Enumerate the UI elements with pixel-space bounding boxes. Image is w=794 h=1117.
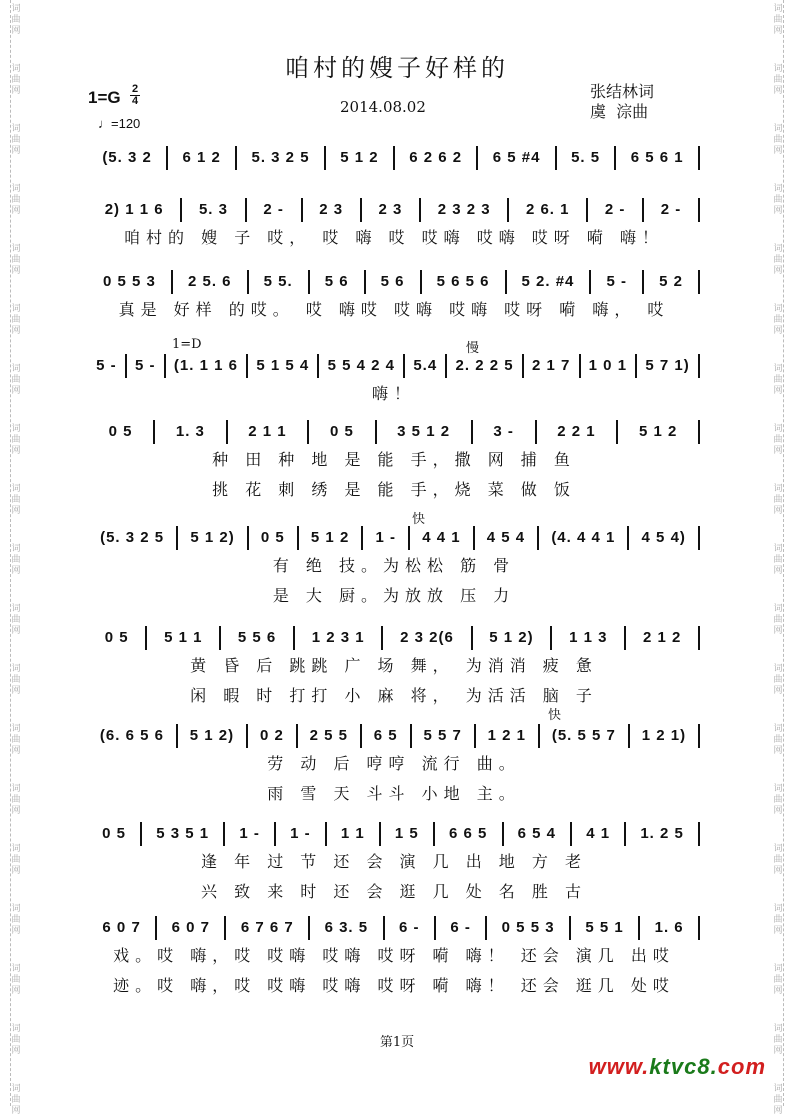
measure: 0 5: [108, 423, 133, 440]
bar-line: [698, 270, 700, 294]
lyric-line: 有 绝 技。为松松 筋 骨: [272, 556, 516, 575]
side-watermark-text: 词 曲 网: [773, 64, 783, 96]
side-watermark-text: 词 曲 网: [11, 424, 21, 456]
side-watermark-text: 词 曲 网: [11, 964, 21, 996]
measure: 3 5 1 2: [397, 423, 451, 440]
measure: 1 1: [340, 825, 365, 842]
lyric-line: 种 田 种 地 是 能 手，撒 网 捕 鱼: [212, 450, 576, 469]
side-watermark-text: 词 曲 网: [773, 544, 783, 576]
measure: 4 4 1: [422, 529, 461, 546]
measure: 2 5 5: [309, 727, 348, 744]
lyric-line: 雨 雪 天 斗斗 小地 主。: [267, 784, 521, 803]
measure: (4. 4 4 1: [551, 529, 616, 546]
measure: 1 2 1: [487, 727, 527, 744]
measure: 6 6 5: [449, 825, 488, 842]
measure: 0 2: [259, 727, 284, 744]
measure: 1 0 1: [588, 357, 628, 374]
measure: 4 5 4): [641, 529, 686, 546]
measure: 6 1 2: [182, 149, 221, 166]
side-watermark-text: 词 曲 网: [773, 604, 783, 636]
bar-line: [698, 146, 700, 170]
bar-line: [698, 354, 700, 378]
side-watermark-text: 词 曲 网: [11, 904, 21, 936]
measure: 6 5: [373, 727, 398, 744]
measure: 5 1 2: [638, 423, 678, 440]
key-signature: 1=G: [88, 88, 121, 107]
bar-line: [698, 724, 700, 748]
measure: 5 1 5 4: [256, 357, 310, 374]
side-watermark-text: 词 曲 网: [773, 724, 783, 756]
measure: 1. 6: [654, 919, 684, 936]
lyric-line: 黄 昏 后 跳跳 广 场 舞， 为消消 疲 惫: [190, 656, 598, 675]
measure: 6 0 7: [171, 919, 211, 936]
measure: 2 6. 1: [525, 201, 570, 218]
left-watermark-strip: [10, 0, 23, 1116]
measure: 2 1 2: [642, 629, 682, 646]
measure: (5. 3 2: [102, 149, 152, 166]
fast-annotation-1: 快: [412, 512, 426, 527]
side-watermark-text: 词 曲 网: [11, 544, 21, 576]
lyricist-credit: 张结林词: [590, 82, 655, 101]
measure: 1 5: [394, 825, 419, 842]
side-watermark-text: 词 曲 网: [773, 484, 783, 516]
measure: 2. 2 2 5: [455, 357, 514, 374]
bar-line: [698, 198, 700, 222]
lyric-line: 咱村的 嫂 子 哎， 哎 嗨 哎 哎嗨 哎嗨 哎呀 嗬 嗨！: [124, 228, 664, 247]
lyric-line: 逢 年 过 节 还 会 演 几 出 地 方 老: [201, 852, 587, 871]
side-watermark-text: 词 曲 网: [11, 1084, 21, 1116]
measure: 1. 3: [175, 423, 205, 440]
lyric-line: 闲 暇 时 打打 小 麻 将， 为活活 脑 子: [190, 686, 598, 705]
measure: 5 1 2): [189, 727, 235, 744]
measure: 1. 2 5: [640, 825, 684, 842]
measure: 6 0 7: [102, 919, 141, 936]
site-logo: www.ktvc8.com: [588, 1054, 766, 1079]
measure: 0 5: [102, 825, 126, 842]
side-watermark-text: 词 曲 网: [773, 4, 783, 36]
side-watermark-text: 词 曲 网: [11, 304, 21, 336]
notation-row: [88, 820, 700, 848]
measure: (6. 6 5 6: [99, 727, 164, 744]
measure: 5 1 2): [489, 629, 534, 646]
page-number: 第1页: [379, 1035, 415, 1050]
side-watermark-text: 词 曲 网: [773, 1084, 783, 1116]
measure: 2 3 2 3: [437, 201, 491, 218]
side-watermark-text: 词 曲 网: [773, 904, 783, 936]
side-watermark-text: 词 曲 网: [773, 964, 783, 996]
measure: 6 3. 5: [324, 919, 369, 936]
lyric-line: 真是 好样 的哎。 哎 嗨哎 哎嗨 哎嗨 哎呀 嗬 嗨， 哎: [118, 300, 670, 319]
measure: 5 5.: [263, 273, 293, 290]
measure: 5 5 4 2 4: [327, 357, 395, 374]
measure: 2 5. 6: [187, 273, 232, 290]
measure: 6 5 #4: [492, 149, 541, 166]
lyric-line: 兴 致 来 时 还 会 逛 几 处 名 胜 古: [201, 882, 587, 901]
measure: 1 2 1): [641, 727, 687, 744]
side-watermark-text: 词 曲 网: [11, 784, 21, 816]
side-watermark-text: 词 曲 网: [11, 124, 21, 156]
measure: 5 2. #4: [521, 273, 575, 290]
lyric-line: 是 大 厨。为放放 压 力: [272, 586, 516, 605]
time-signature-bottom: 4: [131, 95, 139, 107]
measure: 5 1 1: [164, 629, 203, 646]
measure: (1. 1 1 6: [173, 357, 238, 374]
measure: 0 5: [329, 423, 354, 440]
measure: 0 5 5 3: [103, 273, 156, 290]
measure: 5 6: [380, 273, 405, 290]
measure: 1 -: [375, 529, 396, 546]
measure: 5 1 2: [310, 529, 350, 546]
measure: 2 -: [604, 201, 626, 218]
measure: 5.4: [413, 357, 438, 374]
side-watermark-text: 词 曲 网: [773, 784, 783, 816]
side-watermark-text: 词 曲 网: [11, 664, 21, 696]
measure: 6 2 6 2: [409, 149, 463, 166]
measure: 5 -: [135, 357, 156, 374]
song-title: 咱村的嫂子好样的: [285, 54, 509, 82]
measure: 2 3 2(6: [400, 629, 454, 646]
measure: 4 5 4: [486, 529, 526, 546]
measure: 5 7 1): [645, 357, 690, 374]
side-watermark-text: 词 曲 网: [11, 724, 21, 756]
measure: 5 6 5 6: [436, 273, 490, 290]
notation-row: [88, 524, 700, 552]
side-watermark-text: 词 曲 网: [773, 124, 783, 156]
side-watermark-text: 词 曲 网: [773, 304, 783, 336]
credits: [590, 82, 654, 122]
measure: 2) 1 1 6: [104, 201, 164, 218]
side-watermark-text: 词 曲 网: [11, 364, 21, 396]
measure: 5 -: [96, 357, 117, 374]
lyric-line: 嗨！: [371, 384, 416, 403]
measure: 6 -: [450, 919, 471, 936]
measure: 5 1 2): [190, 529, 235, 546]
measure: 5 5 6: [237, 629, 277, 646]
measure: 5 2: [659, 273, 683, 290]
side-watermark-text: 词 曲 网: [11, 64, 21, 96]
side-watermark-text: 词 曲 网: [11, 604, 21, 636]
measure: 5 5 7: [423, 727, 462, 744]
bar-line: [698, 916, 700, 940]
measure: 3 -: [493, 423, 514, 440]
measure: 5 3 5 1: [156, 825, 210, 842]
measure: 6 5 6 1: [630, 149, 684, 166]
measure: 2 -: [263, 201, 284, 218]
measure: 6 7 6 7: [240, 919, 294, 936]
lyric-line: 迹。哎 嗨，哎 哎嗨 哎嗨 哎呀 嗬 嗨！ 还会 逛几 处哎: [113, 976, 675, 995]
measure: 1 1 3: [569, 629, 608, 646]
side-watermark-text: 词 曲 网: [773, 664, 783, 696]
measure: 5 5 1: [585, 919, 624, 936]
measure: 4 1: [586, 825, 611, 842]
side-watermark-text: 词 曲 网: [773, 844, 783, 876]
bar-line: [698, 626, 700, 650]
measure: 5 1 2: [340, 149, 379, 166]
measure: 6 -: [398, 919, 420, 936]
measure: 5 6: [324, 273, 349, 290]
measure: 2 1 1: [248, 423, 287, 440]
bar-line: [698, 526, 700, 550]
measure: 0 5: [260, 529, 285, 546]
side-watermark-text: 词 曲 网: [773, 1024, 783, 1056]
tempo-marking: ♩=120: [98, 116, 141, 131]
measure: 5. 3: [198, 201, 228, 218]
key-change-annotation: 1=D: [172, 337, 202, 352]
side-watermark-text: 词 曲 网: [773, 424, 783, 456]
measure: 2 2 1: [557, 423, 596, 440]
side-watermark-text: 词 曲 网: [773, 244, 783, 276]
side-watermark-text: 词 曲 网: [11, 1024, 21, 1056]
measure: 5. 5: [571, 149, 601, 166]
side-watermark-text: 词 曲 网: [11, 244, 21, 276]
lyric-line: 劳 动 后 哼哼 流行 曲。: [267, 754, 521, 773]
measure: (5. 3 2 5: [100, 529, 165, 546]
notation-row: [88, 418, 700, 446]
measure: 6 5 4: [517, 825, 556, 842]
measure: 1 2 3 1: [311, 629, 365, 646]
composer-credit: 虞 淙曲: [590, 102, 649, 121]
side-watermark-text: 词 曲 网: [11, 184, 21, 216]
measure: 2 1 7: [531, 357, 571, 374]
measure: 2 3: [378, 201, 403, 218]
measure: 0 5: [104, 629, 129, 646]
measure: (5. 5 5 7: [551, 727, 616, 744]
right-watermark-strip: [771, 0, 784, 1116]
lyric-line: 挑 花 刺 绣 是 能 手，烧 菜 做 饭: [212, 480, 576, 499]
side-watermark-text: 词 曲 网: [11, 844, 21, 876]
notation-row: [88, 268, 700, 296]
side-watermark-text: 词 曲 网: [11, 484, 21, 516]
bar-line: [698, 420, 700, 444]
date: 2014.08.02: [340, 98, 426, 116]
measure: 2 -: [660, 201, 682, 218]
notation-row: [88, 352, 700, 380]
measure: 1 -: [290, 825, 311, 842]
notation-row: [88, 624, 700, 652]
time-signature: [130, 84, 140, 107]
notation-row: [88, 144, 700, 172]
measure: 0 5 5 3: [501, 919, 555, 936]
measure: 1 -: [239, 825, 260, 842]
bar-line: [698, 822, 700, 846]
time-signature-top: 2: [131, 83, 139, 95]
measure: 5 -: [606, 273, 627, 290]
notation-row: [88, 914, 700, 942]
fast-annotation-2: 快: [548, 708, 562, 723]
side-watermark-text: 词 曲 网: [773, 184, 783, 216]
lyric-line: 戏。哎 嗨，哎 哎嗨 哎嗨 哎呀 嗬 嗨！ 还会 演几 出哎: [113, 946, 675, 965]
notation-row: [88, 722, 700, 750]
measure: 2 3: [319, 201, 344, 218]
side-watermark-text: 词 曲 网: [11, 4, 21, 36]
measure: 5. 3 2 5: [251, 149, 310, 166]
side-watermark-text: 词 曲 网: [773, 364, 783, 396]
notation-row: [88, 196, 700, 224]
slow-annotation: 慢: [466, 341, 480, 356]
